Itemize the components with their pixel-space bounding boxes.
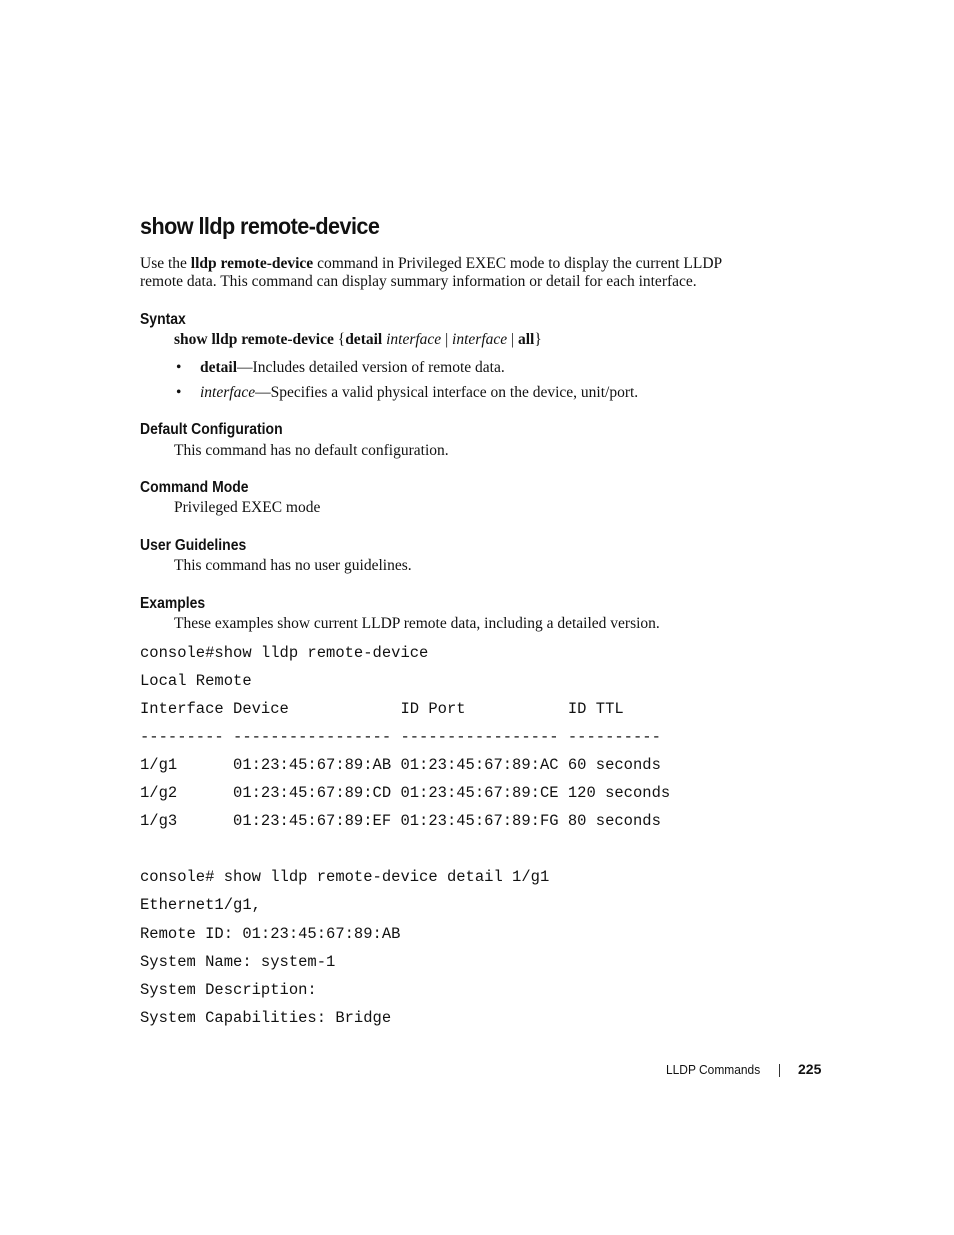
intro-paragraph — [140, 255, 760, 291]
footer-divider — [779, 1064, 780, 1077]
intro-text-after: command in Privileged EXEC mode to display the current LLDP remote data. This command can display summary information or detail for each interface. — [140, 255, 722, 290]
bullet-desc: —Specifies a valid physical interface on the device, unit/port. — [255, 384, 639, 401]
code-line: Ethernet1/g1, — [140, 896, 261, 914]
code-line: 1/g2 01:23:45:67:89:CD 01:23:45:67:89:CE 120 seconds — [140, 784, 671, 802]
footer-section-title: LLDP Commands — [666, 1062, 761, 1077]
bullet-term: interface — [200, 384, 256, 401]
examples-heading: Examples — [140, 595, 206, 612]
code-line: 1/g3 01:23:45:67:89:EF 01:23:45:67:89:FG 80 seconds — [140, 812, 661, 830]
code-line: 1/g1 01:23:45:67:89:AB 01:23:45:67:89:AC 60 seconds — [140, 756, 661, 774]
syntax-separator: | — [441, 331, 453, 348]
default-config-heading: Default Configuration — [140, 421, 283, 438]
page-title: show lldp remote-device — [140, 213, 380, 239]
syntax-param-interface: interface — [382, 331, 442, 348]
bullet-icon: • — [176, 359, 182, 376]
bullet-desc: —Includes detailed version of remote data. — [237, 359, 505, 376]
command-mode-text: Privileged EXEC mode — [174, 499, 321, 516]
bullet-detail — [200, 359, 505, 377]
code-line: console#show lldp remote-device — [140, 644, 429, 662]
default-config-text: This command has no default configuration. — [174, 442, 449, 459]
bullet-term: detail — [200, 359, 238, 376]
code-line: --------- ----------------- ----------------- ---------- — [140, 728, 661, 746]
user-guidelines-text: This command has no user guidelines. — [174, 557, 412, 574]
syntax-open-brace: { — [333, 331, 346, 348]
syntax-separator: | — [507, 331, 518, 348]
syntax-command: show lldp remote-device — [174, 331, 334, 348]
code-line: System Capabilities: Bridge — [140, 1009, 392, 1027]
intro-command: lldp remote-device — [190, 255, 314, 272]
bullet-interface — [200, 384, 638, 402]
syntax-close-brace: } — [534, 331, 542, 348]
syntax-keyword-detail: detail — [345, 331, 383, 348]
bullet-icon: • — [176, 384, 182, 401]
code-line: Local Remote — [140, 672, 252, 690]
syntax-keyword-all: all — [518, 331, 535, 348]
syntax-heading: Syntax — [140, 311, 186, 328]
user-guidelines-heading: User Guidelines — [140, 537, 247, 554]
code-line: console# show lldp remote-device detail 1/g1 — [140, 868, 550, 886]
code-line: Interface Device ID Port ID TTL — [140, 700, 624, 718]
syntax-param-interface-alt: interface — [452, 331, 508, 348]
examples-text: These examples show current LLDP remote data, including a detailed version. — [174, 615, 660, 632]
code-line: System Name: system-1 — [140, 953, 336, 971]
intro-text-before: Use the — [140, 255, 191, 272]
syntax-line — [174, 331, 542, 349]
code-line: Remote ID: 01:23:45:67:89:AB — [140, 925, 401, 943]
footer-page-number: 225 — [798, 1061, 822, 1077]
command-mode-heading: Command Mode — [140, 479, 249, 496]
code-line: System Description: — [140, 981, 317, 999]
